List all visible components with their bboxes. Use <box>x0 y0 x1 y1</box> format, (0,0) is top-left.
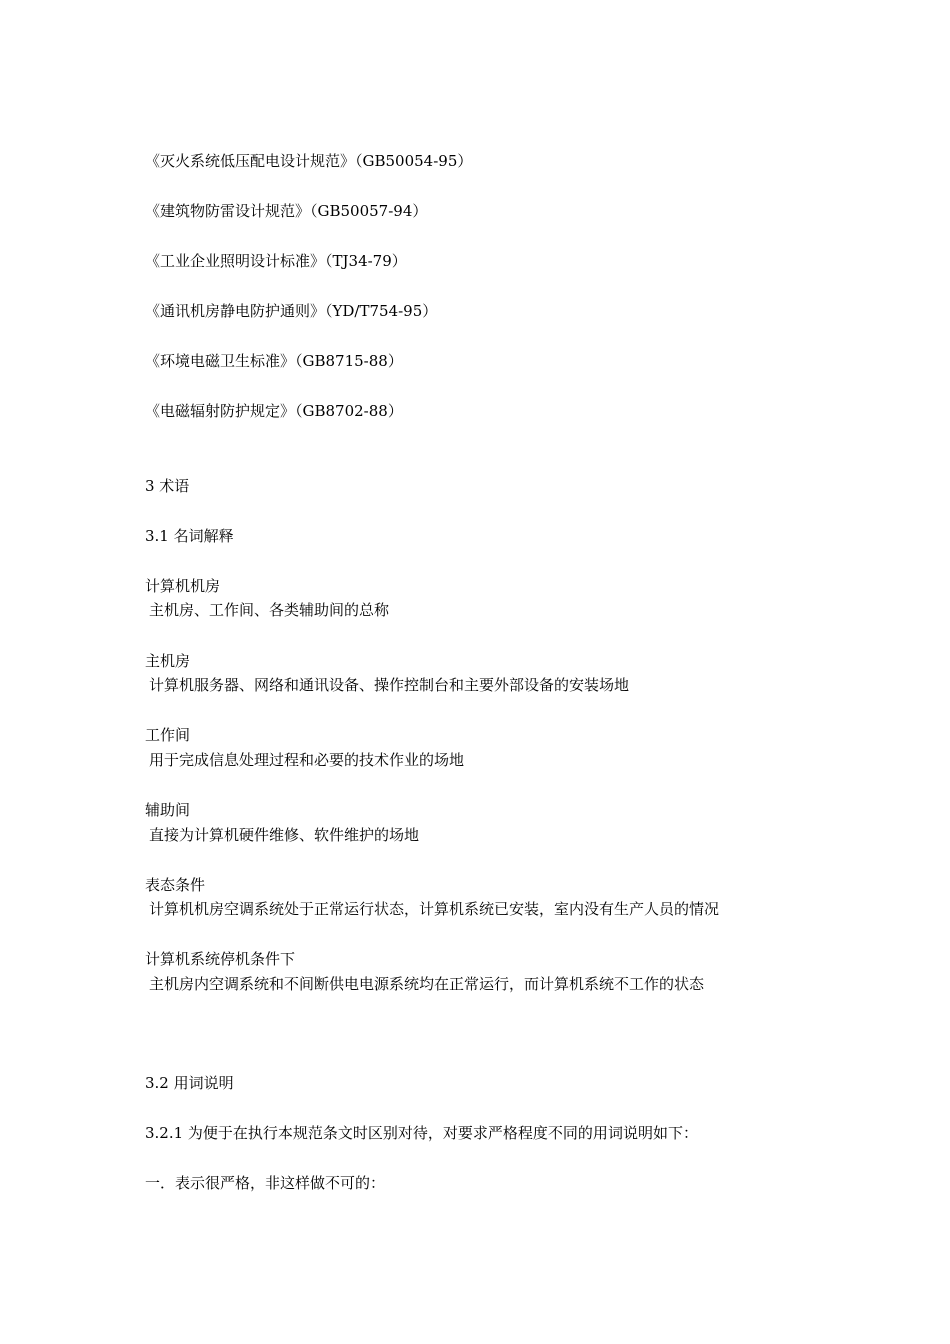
term-definition: 主机房内空调系统和不间断供电电源系统均在正常运行，而计算机系统不工作的状态 <box>149 975 705 993</box>
reference-item: 《建筑物防雷设计规范》（GB50057-94） <box>145 202 428 220</box>
term-title: 主机房 <box>145 652 191 670</box>
paragraph: 3.2.1 为便于在执行本规范条文时区别对待，对要求严格程度不同的用词说明如下： <box>145 1124 698 1142</box>
term-definition: 计算机服务器、网络和通讯设备、操作控制台和主要外部设备的安装场地 <box>149 676 630 694</box>
term-definition: 主机房、工作间、各类辅助间的总称 <box>149 601 390 619</box>
term-title: 计算机系统停机条件下 <box>145 950 296 968</box>
reference-item: 《通讯机房静电防护通则》（YD/T754-95） <box>145 302 438 320</box>
term-title: 计算机机房 <box>145 577 221 595</box>
term-title: 工作间 <box>145 726 191 744</box>
reference-item: 《工业企业照明设计标准》（TJ34-79） <box>145 252 407 270</box>
subsection-heading: 3.2 用词说明 <box>145 1074 234 1092</box>
list-item: 一．表示很严格，非这样做不可的： <box>145 1174 386 1192</box>
term-definition: 用于完成信息处理过程和必要的技术作业的场地 <box>149 751 465 769</box>
reference-item: 《电磁辐射防护规定》（GB8702-88） <box>145 402 403 420</box>
subsection-heading: 3.1 名词解释 <box>145 527 234 545</box>
term-definition: 计算机机房空调系统处于正常运行状态，计算机系统已安装，室内没有生产人员的情况 <box>149 900 720 918</box>
section-heading: 3 术语 <box>145 477 190 495</box>
term-definition: 直接为计算机硬件维修、软件维护的场地 <box>149 826 420 844</box>
reference-item: 《环境电磁卫生标准》（GB8715-88） <box>145 352 403 370</box>
reference-item: 《灭火系统低压配电设计规范》（GB50054-95） <box>145 152 473 170</box>
term-title: 表态条件 <box>145 876 206 894</box>
term-title: 辅助间 <box>145 801 191 819</box>
